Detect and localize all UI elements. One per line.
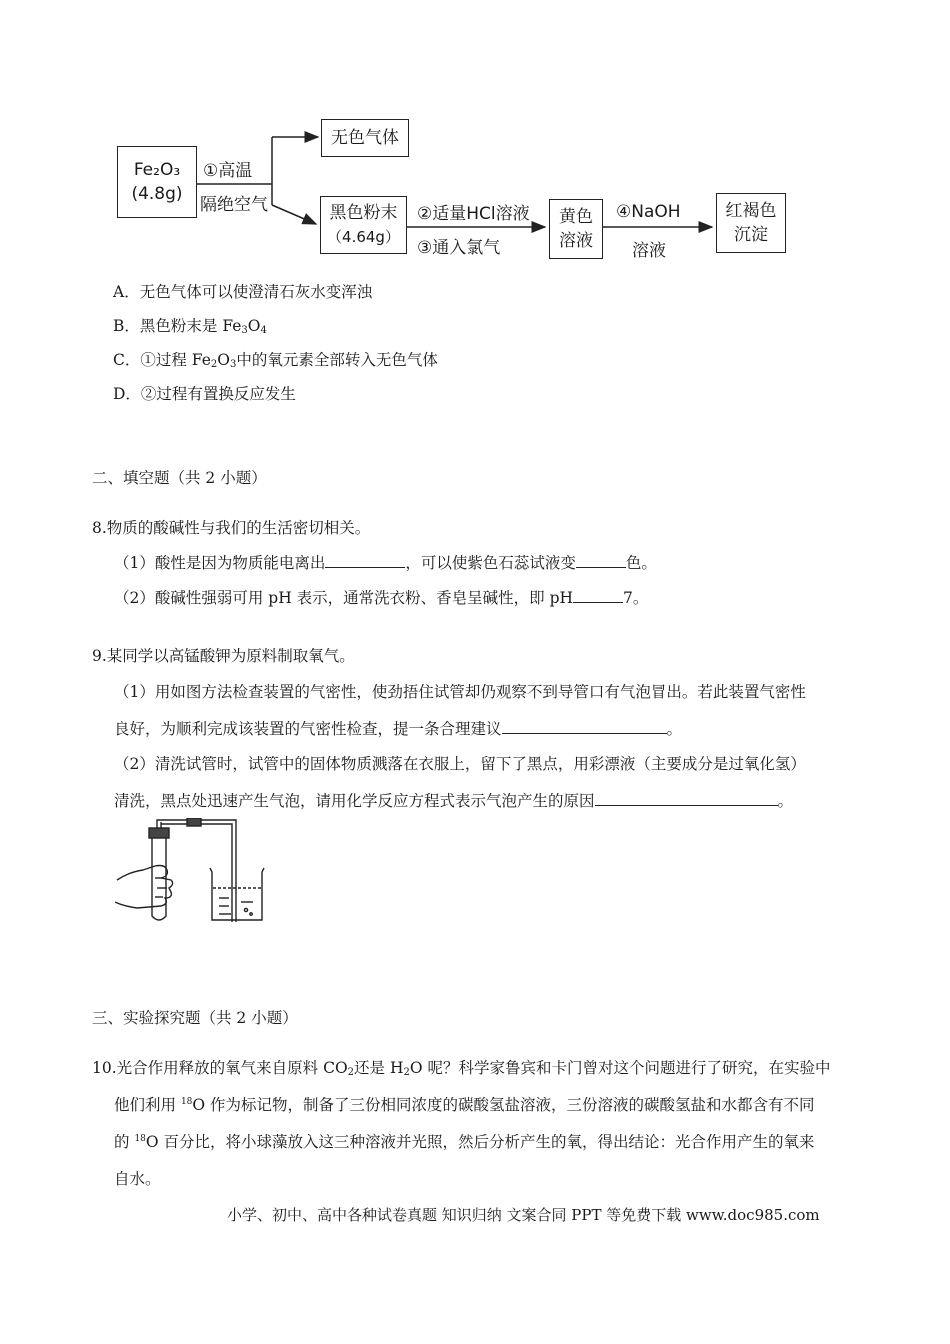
- black-powder-label: 黑色粉末: [329, 203, 398, 223]
- box-fe2o3: [117, 146, 197, 218]
- yellow-l1: 黄色: [559, 207, 593, 227]
- yellow-l2: 溶液: [559, 231, 593, 251]
- q8-blank-2[interactable]: [576, 553, 626, 568]
- box-colorless-gas: [321, 119, 409, 157]
- section-3-heading: 三、实验探究题（共 2 小题）: [92, 1009, 298, 1027]
- box-yellow-solution: [549, 199, 603, 259]
- step4-bottom-label: 溶液: [632, 241, 666, 261]
- q9-part2-line2: 清洗，黑点处迅速产生气泡，请用化学反应方程式表示气泡产生的原因 。: [114, 792, 794, 810]
- step1-top-label: ①高温: [203, 161, 253, 181]
- step1-bottom-label: 隔绝空气: [200, 195, 268, 215]
- option-b: B．黑色粉末是 $Fe_3O_4$: [113, 317, 267, 336]
- q8-part1: （1）酸性是因为物质能电离出 ，可以使紫色石蕊试液变 色。: [114, 554, 657, 572]
- q8-blank-3[interactable]: [573, 588, 623, 603]
- q9-blank-1[interactable]: [502, 719, 667, 734]
- q10-line4: 自水。: [114, 1170, 161, 1188]
- option-c: C．①过程 $Fe_2O_3$中的氧元素全部转入无色气体: [113, 351, 438, 370]
- option-a: A．无色气体可以使澄清石灰水变浑浊: [113, 283, 373, 301]
- option-d: D．②过程有置换反应发生: [113, 385, 296, 403]
- fe2o3-formula: Fe₂O₃: [133, 160, 181, 180]
- q9-part1-line2: 良好，为顺利完成该装置的气密性检查，提一条合理建议 。: [114, 720, 683, 738]
- box-red-brown-precipitate: [716, 193, 786, 253]
- q9-stem: 9.某同学以高锰酸钾为原料制取氧气。: [92, 647, 355, 665]
- q8-part2: （2）酸碱性强弱可用 pH 表示，通常洗衣粉、香皂呈碱性，即 pH 7。: [114, 589, 649, 607]
- q8-stem: 8.物质的酸碱性与我们的生活密切相关。: [92, 519, 371, 537]
- step4-top-label: ④NaOH: [616, 202, 681, 222]
- q9-blank-2[interactable]: [595, 791, 778, 806]
- q10-line3: 的 $^{18}$O 百分比，将小球藻放入这三种溶液并光照，然后分析产生的氧，得出结论：光合作用产生的氧来: [114, 1133, 815, 1151]
- step2-top-label: ②适量HCl溶液: [417, 204, 530, 224]
- black-powder-mass: （4.64g）: [327, 228, 400, 246]
- q10-line1: 10.光合作用释放的氧气来自原料 $CO_2$还是 $H_2O$ 呢？科学家鲁宾和卡门曾对这个问题进行了研究，在实验中: [92, 1059, 831, 1078]
- box-black-powder: [320, 196, 407, 254]
- flow-arrows: [0, 0, 950, 270]
- footer-text: 小学、初中、高中各种试卷真题 知识归纳 文案合同 PPT 等免费下载 www.doc985.com: [227, 1206, 820, 1224]
- step3-label: ③通入氯气: [417, 238, 501, 258]
- q9-part1-line1: （1）用如图方法检查装置的气密性，使劲捂住试管却仍观察不到导管口有气泡冒出。若此装置气密性: [114, 683, 806, 701]
- q8-blank-1[interactable]: [325, 553, 405, 568]
- airtightness-apparatus-illustration: [115, 818, 295, 928]
- red-l1: 红褐色: [725, 201, 777, 221]
- fe2o3-mass: (4.8g): [131, 184, 183, 204]
- red-l2: 沉淀: [734, 225, 768, 245]
- q9-part2-line1: （2）清洗试管时，试管中的固体物质溅落在衣服上，留下了黑点，用彩漂液（主要成分是过氧化氢）: [114, 755, 806, 773]
- q10-line2: 他们利用 $^{18}$O 作为标记物，制备了三份相同浓度的碳酸氢盐溶液，三份溶液的碳酸氢盐和水都含有不同: [114, 1096, 815, 1114]
- gas-label: 无色气体: [331, 128, 399, 148]
- section-2-heading: 二、填空题（共 2 小题）: [92, 469, 267, 487]
